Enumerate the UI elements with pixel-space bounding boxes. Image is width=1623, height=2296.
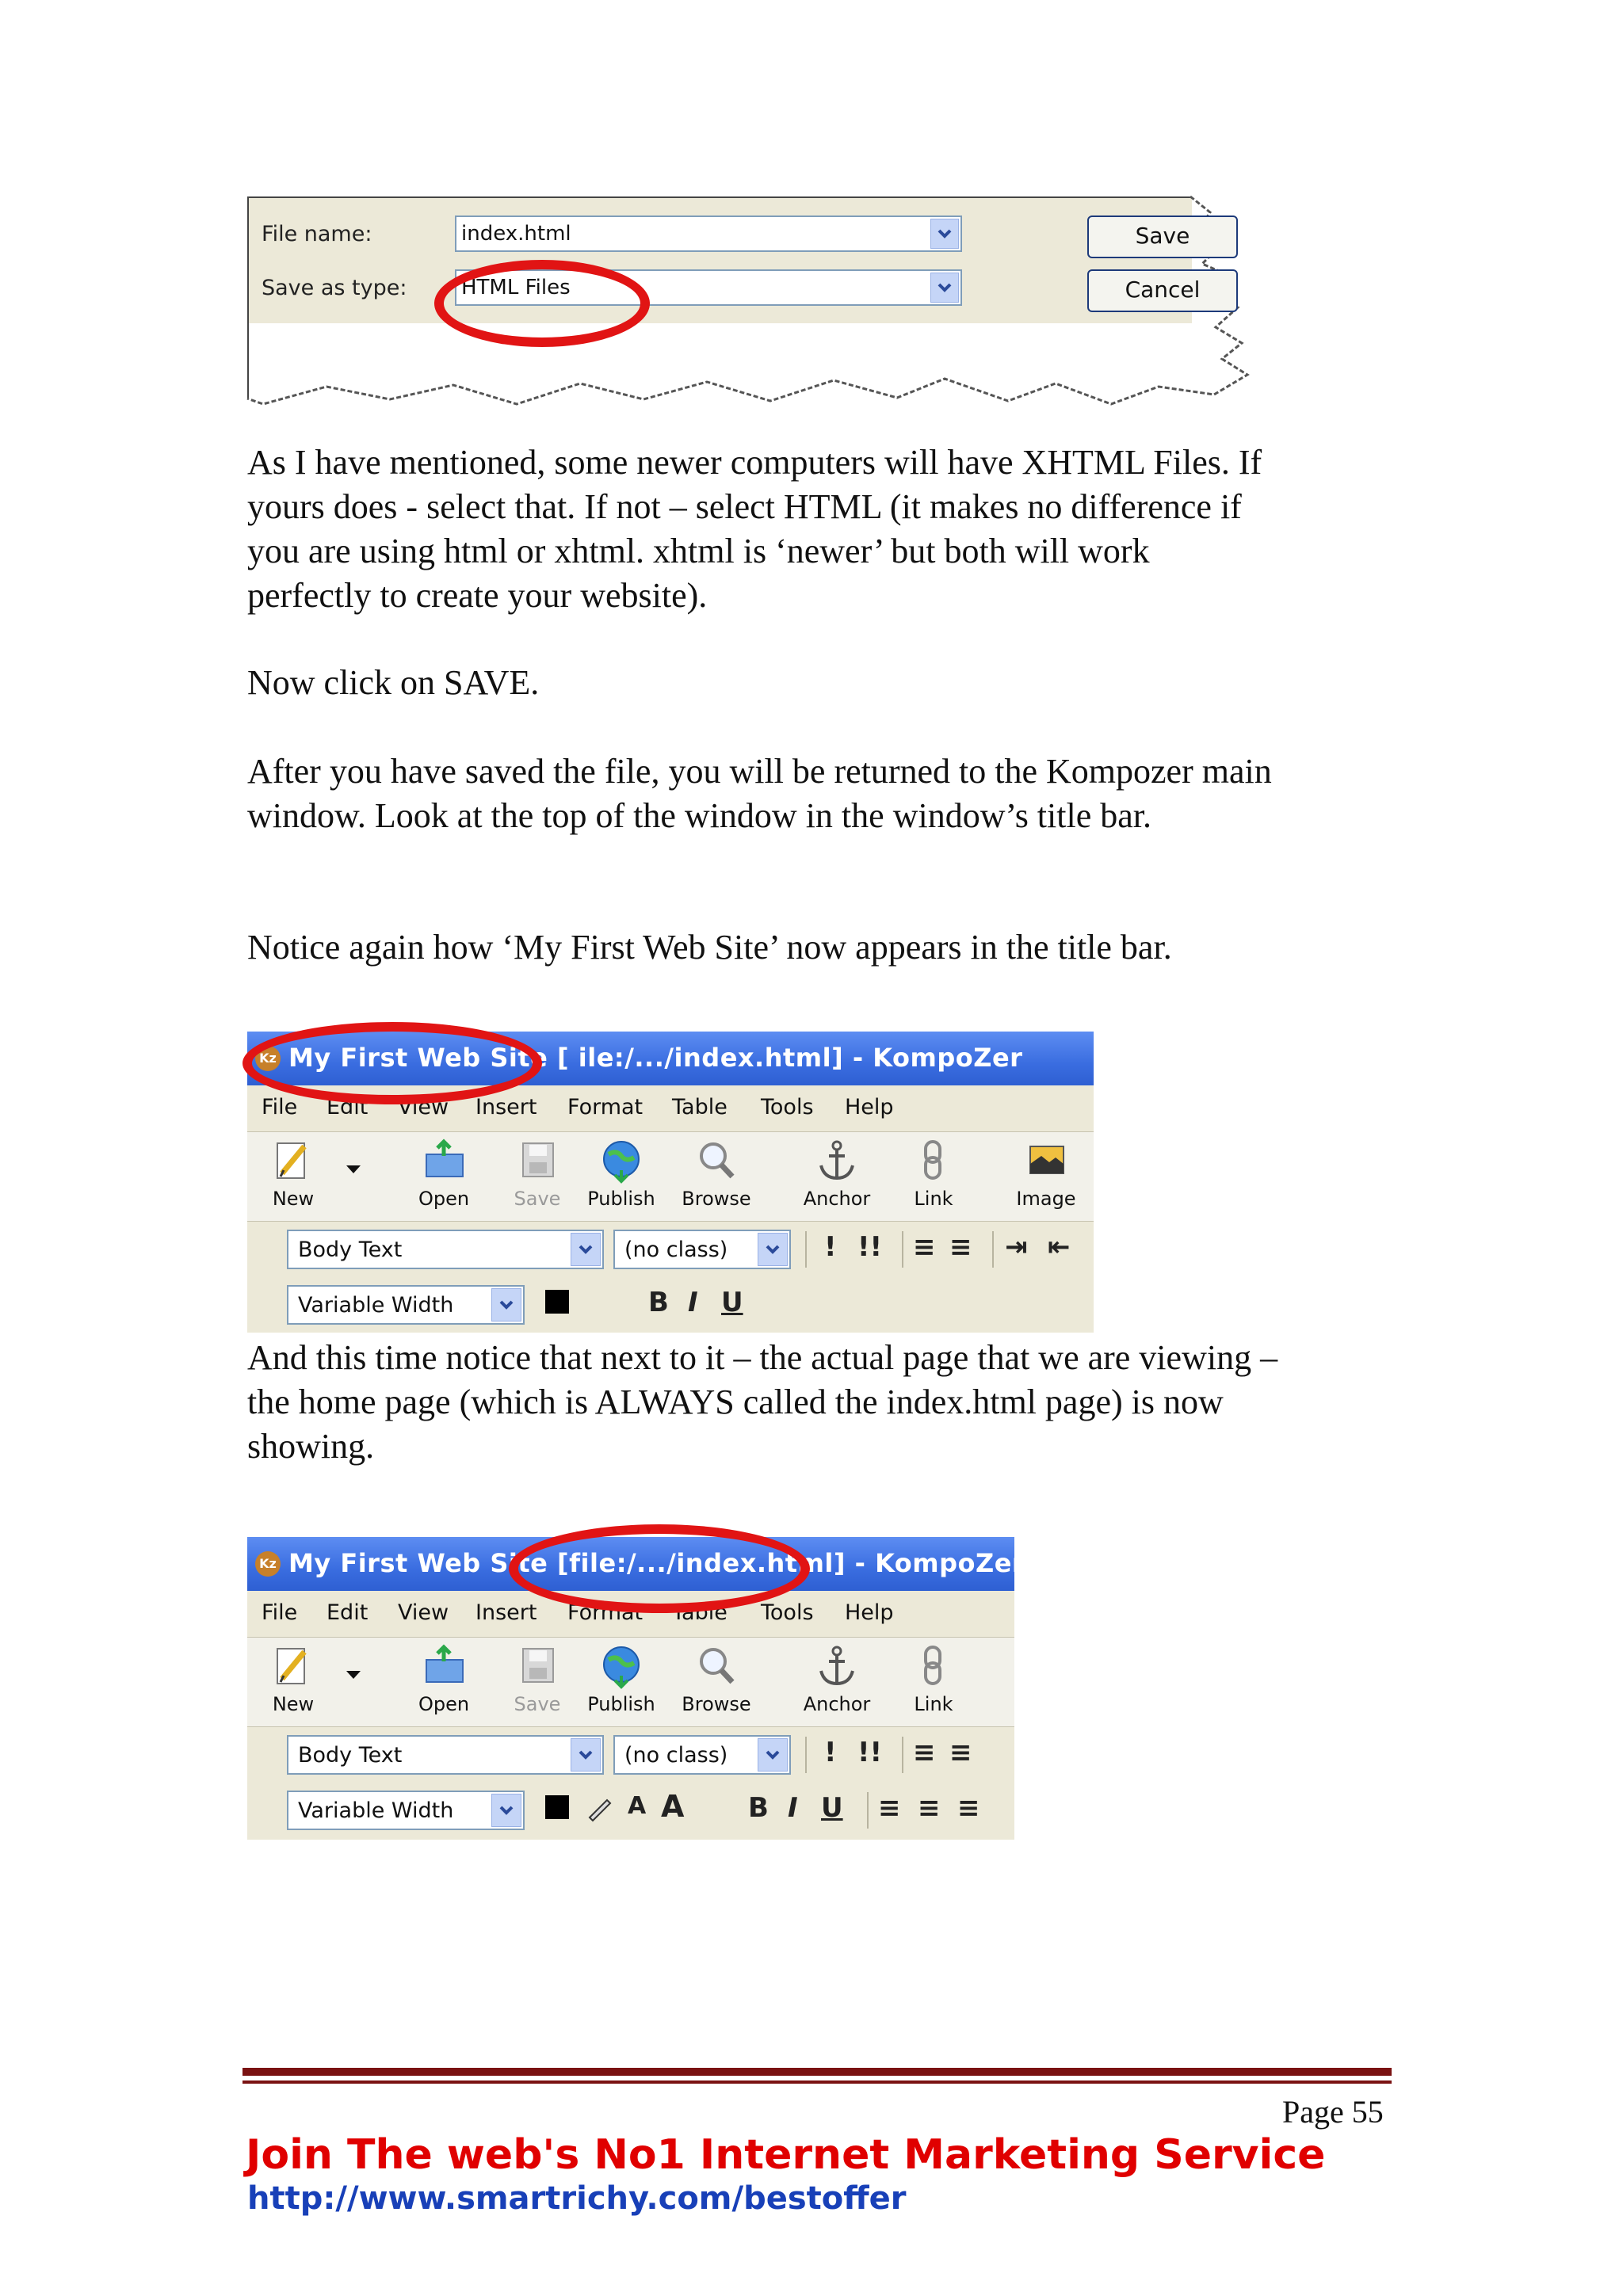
menu-format[interactable]: Format (567, 1600, 643, 1625)
anchor-button[interactable] (799, 1138, 875, 1218)
open-button-label: Open (418, 1188, 470, 1210)
menu-table[interactable]: Table (672, 1600, 727, 1625)
align-right-icon[interactable]: ≡ (957, 1792, 980, 1824)
menu-help[interactable]: Help (845, 1600, 894, 1625)
menu-edit[interactable]: Edit (327, 1095, 369, 1119)
smaller-text-icon[interactable]: A (628, 1792, 647, 1820)
dropdown-arrow-icon[interactable] (346, 1669, 361, 1680)
italic-icon[interactable]: I (688, 1287, 698, 1318)
file-name-label: File name: (262, 222, 372, 246)
toolbar-separator (805, 1737, 807, 1773)
text-line: After you have saved the file, you will be returned to the Kompozer main (247, 752, 1272, 791)
text-line: window. Look at the top of the window in the window’s title bar. (247, 796, 1151, 835)
save-toolbar-button[interactable] (499, 1138, 575, 1218)
dropdown-arrow-icon[interactable] (346, 1164, 361, 1175)
magnifier-icon (693, 1644, 740, 1688)
format-toolbar-2 (247, 1783, 1014, 1838)
open-button[interactable] (406, 1644, 482, 1723)
text-line: perfectly to create your website). (247, 576, 708, 615)
menu-file[interactable]: File (262, 1095, 298, 1119)
new-button-label: New (272, 1188, 315, 1210)
chevron-down-icon[interactable] (758, 1738, 788, 1772)
save-button-label: Save (514, 1693, 561, 1715)
menu-tools[interactable]: Tools (761, 1095, 814, 1119)
font-value: Variable Width (298, 1293, 454, 1318)
larger-text-icon[interactable]: A (661, 1789, 685, 1824)
page-number: Page 55 (1282, 2094, 1384, 2130)
publish-button[interactable] (583, 1644, 659, 1723)
file-name-value: index.html (461, 222, 571, 246)
publish-button-label: Publish (587, 1693, 655, 1715)
browse-button-label: Browse (682, 1693, 751, 1715)
main-toolbar (247, 1638, 1014, 1727)
toolbar-separator (867, 1792, 869, 1829)
chain-link-icon (910, 1138, 957, 1183)
save-disk-icon (514, 1644, 561, 1688)
format-toolbar-1 (247, 1222, 1094, 1277)
footer-rule-thin (242, 2081, 1392, 2084)
save-disk-icon (514, 1138, 561, 1183)
very-important-icon[interactable]: !! (857, 1737, 883, 1768)
indent-icon[interactable]: ⇥ (1005, 1231, 1028, 1263)
chevron-down-icon[interactable] (491, 1288, 521, 1322)
numbered-list-icon[interactable]: ≡ (913, 1737, 936, 1768)
outdent-icon[interactable]: ⇤ (1048, 1231, 1071, 1263)
save-button-label: Save (514, 1188, 561, 1210)
anchor-button-label: Anchor (803, 1188, 871, 1210)
save-button[interactable]: Save (1087, 215, 1238, 258)
browse-button-label: Browse (682, 1188, 751, 1210)
publish-button-label: Publish (587, 1188, 655, 1210)
italic-icon[interactable]: I (788, 1792, 798, 1824)
toolbar-separator (902, 1737, 903, 1773)
menu-view[interactable]: View (398, 1600, 449, 1625)
chevron-down-icon[interactable] (758, 1233, 788, 1266)
class-select[interactable] (613, 1230, 791, 1269)
cancel-button[interactable]: Cancel (1087, 269, 1238, 312)
footer-rule-thick (242, 2068, 1392, 2076)
menu-format[interactable]: Format (567, 1095, 643, 1119)
chevron-down-icon[interactable] (491, 1794, 521, 1827)
chevron-down-icon[interactable] (930, 219, 959, 249)
menu-tools[interactable]: Tools (761, 1600, 814, 1625)
chevron-down-icon[interactable] (930, 273, 959, 303)
save-as-type-label: Save as type: (262, 276, 407, 300)
paragraph-style-value: Body Text (298, 1743, 403, 1768)
new-page-icon (269, 1138, 317, 1183)
anchor-button[interactable] (799, 1644, 875, 1723)
paragraph-after-save (247, 749, 1388, 838)
underline-icon[interactable]: U (821, 1792, 843, 1824)
font-value: Variable Width (298, 1798, 454, 1823)
numbered-list-icon[interactable]: ≡ (913, 1231, 936, 1263)
class-select[interactable] (613, 1735, 791, 1775)
align-left-icon[interactable]: ≡ (878, 1792, 901, 1824)
new-button[interactable] (255, 1138, 331, 1218)
very-important-icon[interactable]: !! (857, 1231, 883, 1263)
anchor-icon (813, 1138, 861, 1183)
new-page-icon (269, 1644, 317, 1688)
text-line: you are using html or xhtml. xhtml is ‘newer’ but both will work (247, 532, 1150, 570)
link-button[interactable] (896, 1644, 972, 1723)
new-button[interactable] (255, 1644, 331, 1723)
underline-icon[interactable]: U (721, 1287, 743, 1318)
red-highlight-circle (434, 260, 650, 347)
window-title: My First Web Site [ ile:/.../index.html] - KompoZer (288, 1043, 1023, 1073)
paragraph-xhtml-note (247, 441, 1388, 618)
text-line: showing. (247, 1427, 375, 1466)
window-title: My First Web Site [file:/.../index.html] - KompoZer (288, 1548, 1025, 1578)
paragraph-click-save: Now click on SAVE. (247, 663, 540, 702)
chain-link-icon (910, 1644, 957, 1688)
font-select[interactable] (287, 1285, 525, 1325)
open-button-label: Open (418, 1693, 470, 1715)
important-icon[interactable]: ! (824, 1231, 837, 1263)
kompozer-app-icon: Kz (255, 1046, 281, 1071)
text-line: yours does - select that. If not – select HTML (it makes no difference if (247, 487, 1242, 526)
red-highlight-circle (242, 1022, 542, 1104)
bold-icon[interactable]: B (748, 1792, 769, 1824)
link-button-label: Link (914, 1188, 953, 1210)
open-folder-icon (420, 1138, 468, 1183)
toolbar-separator (992, 1231, 994, 1268)
format-toolbar-1 (247, 1727, 1014, 1783)
main-toolbar (247, 1132, 1094, 1222)
magnifier-icon (693, 1138, 740, 1183)
link-button[interactable] (896, 1138, 972, 1218)
menu-insert[interactable]: Insert (475, 1095, 537, 1119)
red-highlight-circle (509, 1524, 810, 1613)
browse-button[interactable] (678, 1644, 754, 1723)
text-line: the home page (which is ALWAYS called the index.html page) is now (247, 1383, 1224, 1421)
new-button-label: New (272, 1693, 315, 1715)
bold-icon[interactable]: B (648, 1287, 669, 1318)
menu-table[interactable]: Table (672, 1095, 727, 1119)
menu-insert[interactable]: Insert (475, 1600, 537, 1625)
format-toolbar-2 (247, 1277, 1094, 1333)
menu-help[interactable]: Help (845, 1095, 894, 1119)
kompozer-screenshot-2 (247, 1537, 1025, 1840)
paragraph-style-select[interactable] (287, 1230, 604, 1269)
highlight-pen-icon[interactable] (585, 1794, 613, 1822)
menu-edit[interactable]: Edit (327, 1600, 369, 1625)
paragraph-title-bar-note: Notice again how ‘My First Web Site’ now appears in the title bar. (247, 928, 1172, 967)
text-color-swatch[interactable] (545, 1290, 569, 1314)
kompozer-app-icon: Kz (255, 1551, 281, 1577)
save-toolbar-button[interactable] (499, 1644, 575, 1723)
menu-view[interactable]: View (398, 1095, 449, 1119)
align-center-icon[interactable]: ≡ (918, 1792, 941, 1824)
text-color-swatch[interactable] (545, 1795, 569, 1819)
kompozer-screenshot-1 (247, 1032, 1094, 1318)
bullet-list-icon[interactable]: ≡ (949, 1231, 972, 1263)
file-name-input[interactable] (455, 215, 962, 252)
font-select[interactable] (287, 1791, 525, 1830)
publish-button[interactable] (583, 1138, 659, 1218)
link-button-label: Link (914, 1693, 953, 1715)
text-line: As I have mentioned, some newer computers will have XHTML Files. If (247, 443, 1262, 482)
image-button-label: Image (1016, 1188, 1076, 1210)
toolbar-separator (805, 1231, 807, 1268)
important-icon[interactable]: ! (824, 1737, 837, 1768)
paragraph-index-note (247, 1336, 1388, 1469)
chevron-down-icon[interactable] (571, 1233, 601, 1266)
open-button[interactable] (406, 1138, 482, 1218)
paragraph-style-value: Body Text (298, 1238, 403, 1262)
globe-icon (598, 1138, 645, 1183)
menu-file[interactable]: File (262, 1600, 298, 1625)
image-icon (1022, 1138, 1070, 1183)
chevron-down-icon[interactable] (571, 1738, 601, 1772)
anchor-icon (813, 1644, 861, 1688)
save-as-type-value: HTML Files (461, 276, 571, 299)
promo-url-link[interactable]: http://www.smartrichy.com/bestoffer (247, 2180, 907, 2217)
paragraph-style-select[interactable] (287, 1735, 604, 1775)
text-line: And this time notice that next to it – the actual page that we are viewing – (247, 1338, 1278, 1377)
save-dialog-screenshot (247, 196, 1277, 410)
image-button[interactable] (1008, 1138, 1084, 1218)
anchor-button-label: Anchor (803, 1693, 871, 1715)
browse-button[interactable] (678, 1138, 754, 1218)
promo-text: Join The web's No1 Internet Marketing Service (246, 2131, 1326, 2179)
class-value: (no class) (624, 1238, 728, 1262)
open-folder-icon (420, 1644, 468, 1688)
class-value: (no class) (624, 1743, 728, 1768)
globe-icon (598, 1644, 645, 1688)
toolbar-separator (902, 1231, 903, 1268)
bullet-list-icon[interactable]: ≡ (949, 1737, 972, 1768)
